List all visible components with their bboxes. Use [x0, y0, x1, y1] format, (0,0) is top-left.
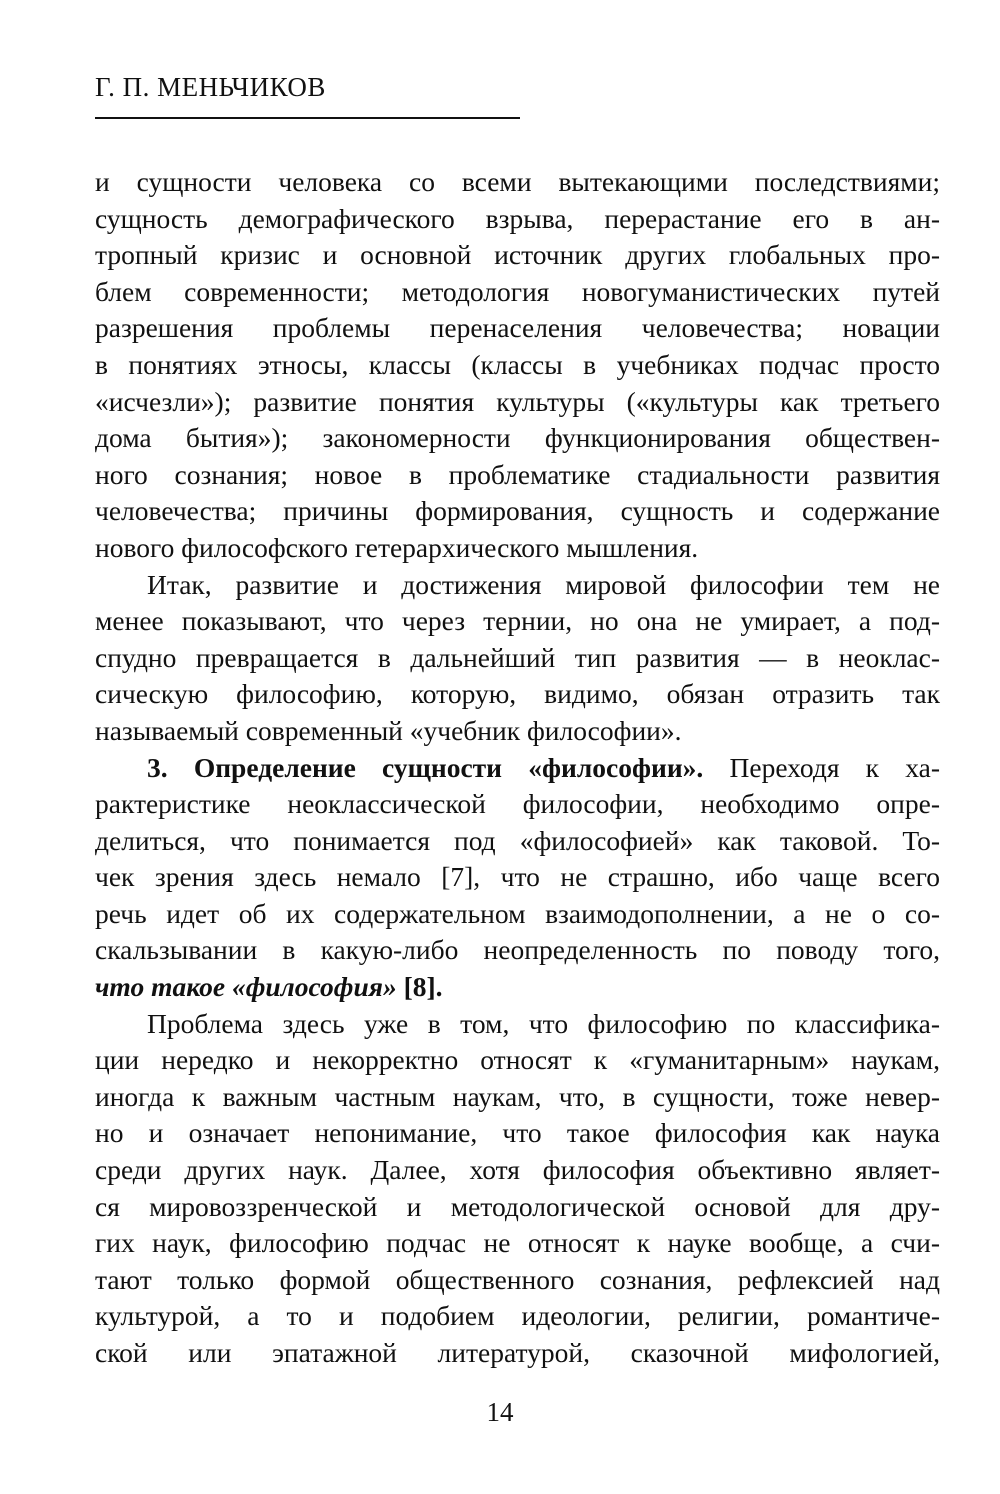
text-line: тропный кризис и основной источник других глобальных про- [95, 239, 940, 271]
text-line: дома бытия»); закономерности функционирования обществен- [95, 422, 940, 454]
text-line: ся мировоззренческой и методологической основой для дру- [95, 1190, 940, 1222]
text-line: человечества; причины формирования, сущность и содержание [95, 495, 940, 527]
citation-reference: [8]. [396, 971, 443, 1003]
text-line: ской или эпатажной литературой, сказочной мифологией, [95, 1337, 940, 1368]
text-line: ции нередко и некорректно относят к «гуманитарным» наукам, [95, 1044, 940, 1076]
text-line: называемый современный «учебник философии». [95, 714, 682, 746]
text-line: разрешения проблемы перенаселения человечества; новации [95, 312, 940, 344]
page-number: 14 [486, 1397, 514, 1427]
text-line: культурой, а то и подобием идеологии, религии, романтиче- [95, 1300, 940, 1332]
text-line: «исчезли»); развитие понятия культуры («культуры как третьего [95, 385, 940, 417]
text-line: но и означает непонимание, что такое философия как наука [95, 1117, 940, 1149]
text-line: среди других наук. Далее, хотя философия объективно являет- [95, 1154, 940, 1186]
emphasis-text: что такое «философия» [95, 971, 397, 1003]
text-line: Итак, развитие и достижения мировой философии тем не [147, 568, 940, 600]
body-text [95, 164, 940, 1372]
text-line: ного сознания; новое в проблематике стадиальности развития [95, 458, 940, 490]
text-line: чек зрения здесь немало [7], что не страшно, ибо чаще всего [95, 861, 940, 893]
paragraph-4 [95, 1006, 940, 1372]
text-line: тают только формой общественного сознания, рефлексией над [95, 1263, 940, 1295]
running-head-author: Г. П. МЕНЬЧИКОВ [95, 72, 326, 102]
text-line: делиться, что понимается под «философией» как таковой. То- [95, 824, 940, 856]
text-line: Проблема здесь уже в том, что философию по классифика- [147, 1007, 940, 1039]
text-line: рактеристике неоклассической философии, необходимо опре- [95, 788, 940, 820]
text-line: менее показывают, что через тернии, но она не умирает, а под- [95, 605, 940, 637]
text-line: нового философского гетерархического мышления. [95, 531, 699, 563]
text-line: и сущности человека со всеми вытекающими последствиями; [95, 166, 940, 197]
section-heading: 3. Определение сущности «философии». [147, 751, 704, 783]
text-line: в понятиях этносы, классы (классы в учебниках подчас просто [95, 348, 940, 380]
text-line: сическую философию, которую, видимо, обязан отразить так [95, 678, 940, 710]
text-line: сущность демографического взрыва, перерастание его в ан- [95, 202, 940, 234]
text-line: скальзывании в какую-либо неопределенность по поводу того, [95, 934, 940, 966]
text-line: речь идет об их содержательном взаимодополнении, а не о со- [95, 897, 940, 929]
paragraph-3-section [95, 750, 940, 1006]
text-line: иногда к важным частным наукам, что, в сущности, тоже невер- [95, 1080, 940, 1112]
text-line: блем современности; методология новогуманистических путей [95, 275, 940, 307]
paragraph-1 [95, 164, 940, 567]
text-line: спудно превращается в дальнейший тип развития — в неоклас- [95, 641, 940, 673]
text-run: Переходя к ха- [703, 751, 940, 783]
paragraph-2 [95, 567, 940, 750]
text-line: гих наук, философию подчас не относят к науке вообще, а счи- [95, 1227, 940, 1259]
text-line [95, 750, 940, 787]
text-line [95, 969, 940, 1006]
header-rule [95, 117, 520, 119]
